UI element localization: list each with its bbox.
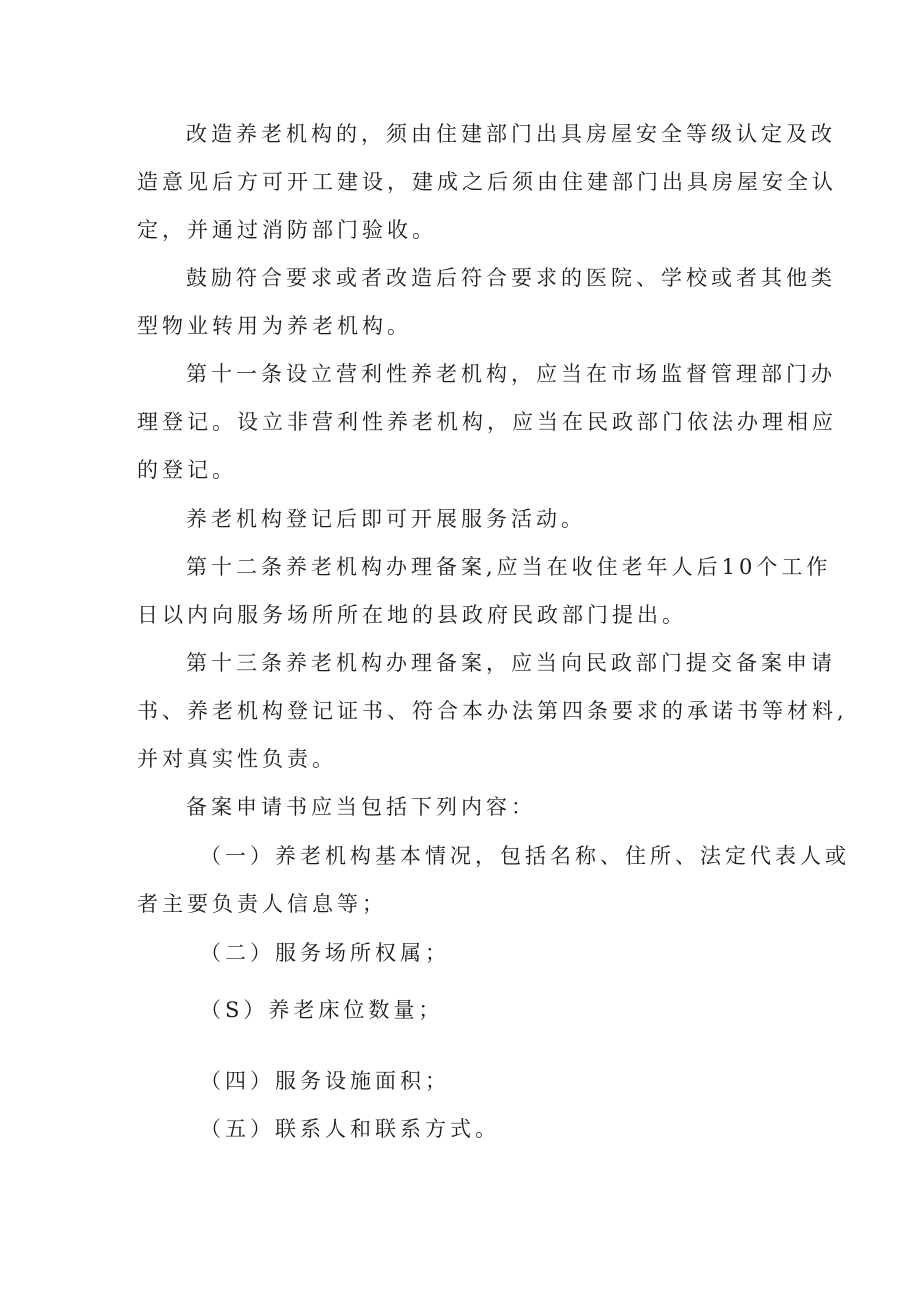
- text-line: （S）养老床位数量；: [200, 998, 444, 1022]
- text-line: （四）服务设施面积；: [200, 1069, 450, 1093]
- text-line: 定，并通过消防部门验收。: [137, 218, 437, 242]
- text-line: 备案申请书应当包括下列内容：: [186, 795, 536, 819]
- text-line: 养老机构登记后即可开展服务活动。: [186, 507, 586, 531]
- text-line: 日以内向服务场所所在地的县政府民政部门提出。: [137, 603, 687, 627]
- text-line: 第十三条养老机构办理备案，应当向民政部门提交备案申请: [186, 651, 836, 675]
- text-line: 理登记。设立非营利性养老机构，应当在民政部门依法办理相应: [137, 410, 837, 434]
- text-line: 型物业转用为养老机构。: [137, 314, 412, 338]
- text-line: 改造养老机构的，须由住建部门出具房屋安全等级认定及改: [186, 122, 836, 146]
- text-line: 鼓励符合要求或者改造后符合要求的医院、学校或者其他类: [186, 266, 836, 290]
- text-line: 书、养老机构登记证书、符合本办法第四条要求的承诺书等材料,: [137, 699, 848, 723]
- text-line: 第十一条设立营利性养老机构，应当在市场监督管理部门办: [186, 362, 836, 386]
- text-line: （二）服务场所权属；: [200, 941, 450, 965]
- text-line: 者主要负责人信息等；: [137, 892, 387, 916]
- text-line: （一）养老机构基本情况，包括名称、住所、法定代表人或: [200, 844, 850, 868]
- text-line: （五）联系人和联系方式。: [200, 1117, 500, 1141]
- text-line: 造意见后方可开工建设，建成之后须由住建部门出具房屋安全认: [137, 170, 837, 194]
- text-line: 第十二条养老机构办理备案,应当在收住老年人后10个工作: [186, 555, 832, 579]
- text-line: 的登记。: [137, 458, 237, 482]
- text-line: 并对真实性负责。: [137, 747, 337, 771]
